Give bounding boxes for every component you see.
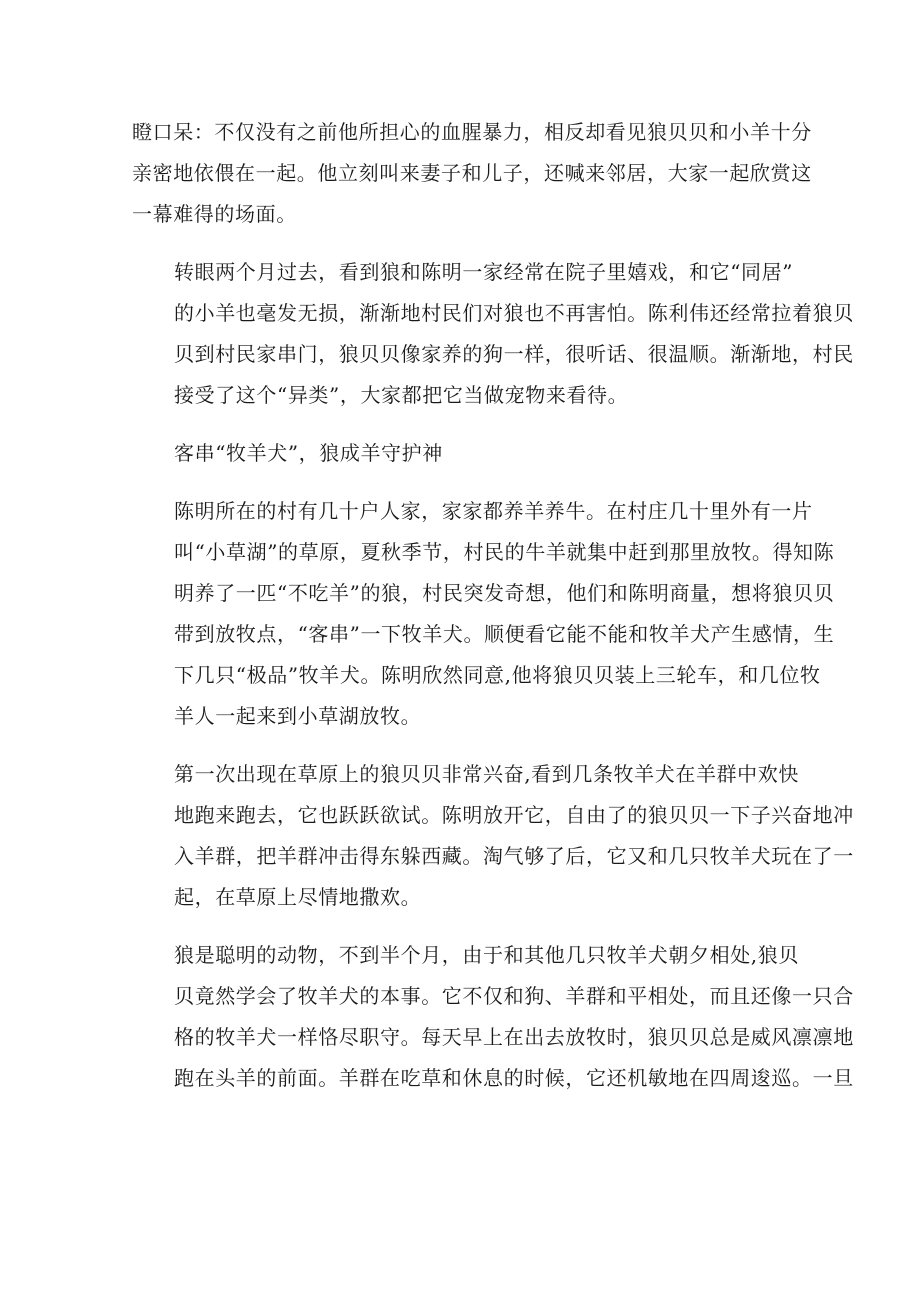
text-line: 地跑来跑去，它也跃跃欲试。陈明放开它，自由了的狼贝贝一下子兴奋地冲: [174, 803, 854, 827]
text-line: 亲密地依偎在一起。他立刻叫来妻子和儿子，还喊来邻居，大家一起欣赏这: [132, 161, 812, 185]
document-body: [132, 112, 854, 1116]
text-line: 入羊群，把羊群冲击得东躲西藏。淘气够了后，它又和几只牧羊犬玩在了一: [174, 844, 854, 868]
text-line: 贝到村民家串门，狼贝贝像家养的狗一样，很听话、很温顺。渐渐地，村民: [174, 342, 854, 366]
text-line: 格的牧羊犬一样恪尽职守。每天早上在出去放牧时，狼贝贝总是威风凛凛地: [174, 1025, 854, 1049]
text-line: 瞪口呆：不仅没有之前他所担心的血腥暴力，相反却看见狼贝贝和小羊十分: [132, 120, 812, 144]
text-line: 接受了这个“异类”，大家都把它当做宠物来看待。: [174, 383, 629, 407]
paragraph: [132, 754, 854, 918]
text-line: 羊人一起来到小草湖放牧。: [174, 704, 422, 728]
text-line: 带到放牧点，“客串”一下牧羊犬。顺便看它能不能和牧羊犬产生感情，生: [174, 622, 835, 646]
text-line: 转眼两个月过去，看到狼和陈明一家经常在院子里嬉戏，和它“同居”: [174, 260, 794, 284]
text-line: 跑在头羊的前面。羊群在吃草和休息的时候，它还机敏地在四周逡巡。一旦: [174, 1066, 854, 1090]
paragraph: [132, 935, 854, 1099]
text-line: 明养了一匹“不吃羊”的狼，村民突发奇想，他们和陈明商量，想将狼贝贝: [174, 581, 835, 605]
text-line: 第一次出现在草原上的狼贝贝非常兴奋,看到几条牧羊犬在羊群中欢快: [174, 762, 799, 786]
text-line: 客串“牧羊犬”，狼成羊守护神: [174, 441, 443, 465]
text-line: 下几只“极品”牧羊犬。陈明欣然同意,他将狼贝贝装上三轮车，和几位牧: [174, 663, 821, 687]
text-line: 起，在草原上尽情地撒欢。: [174, 885, 422, 909]
text-line: 陈明所在的村有几十户人家，家家都养羊养牛。在村庄几十里外有一片: [174, 499, 813, 523]
paragraph: [132, 112, 812, 235]
text-line: 贝竟然学会了牧羊犬的本事。它不仅和狗、羊群和平相处，而且还像一只合: [174, 984, 854, 1008]
paragraph: [132, 491, 835, 737]
text-line: 一幕难得的场面。: [132, 202, 297, 226]
paragraph: [132, 252, 854, 416]
text-line: 叫“小草湖”的草原，夏秋季节，村民的牛羊就集中赶到那里放牧。得知陈: [174, 540, 835, 564]
section-heading: [132, 433, 792, 474]
text-line: 的小羊也毫发无损，渐渐地村民们对狼也不再害怕。陈利伟还经常拉着狼贝: [174, 301, 854, 325]
text-line: 狼是聪明的动物，不到半个月，由于和其他几只牧羊犬朝夕相处,狼贝: [174, 943, 799, 967]
